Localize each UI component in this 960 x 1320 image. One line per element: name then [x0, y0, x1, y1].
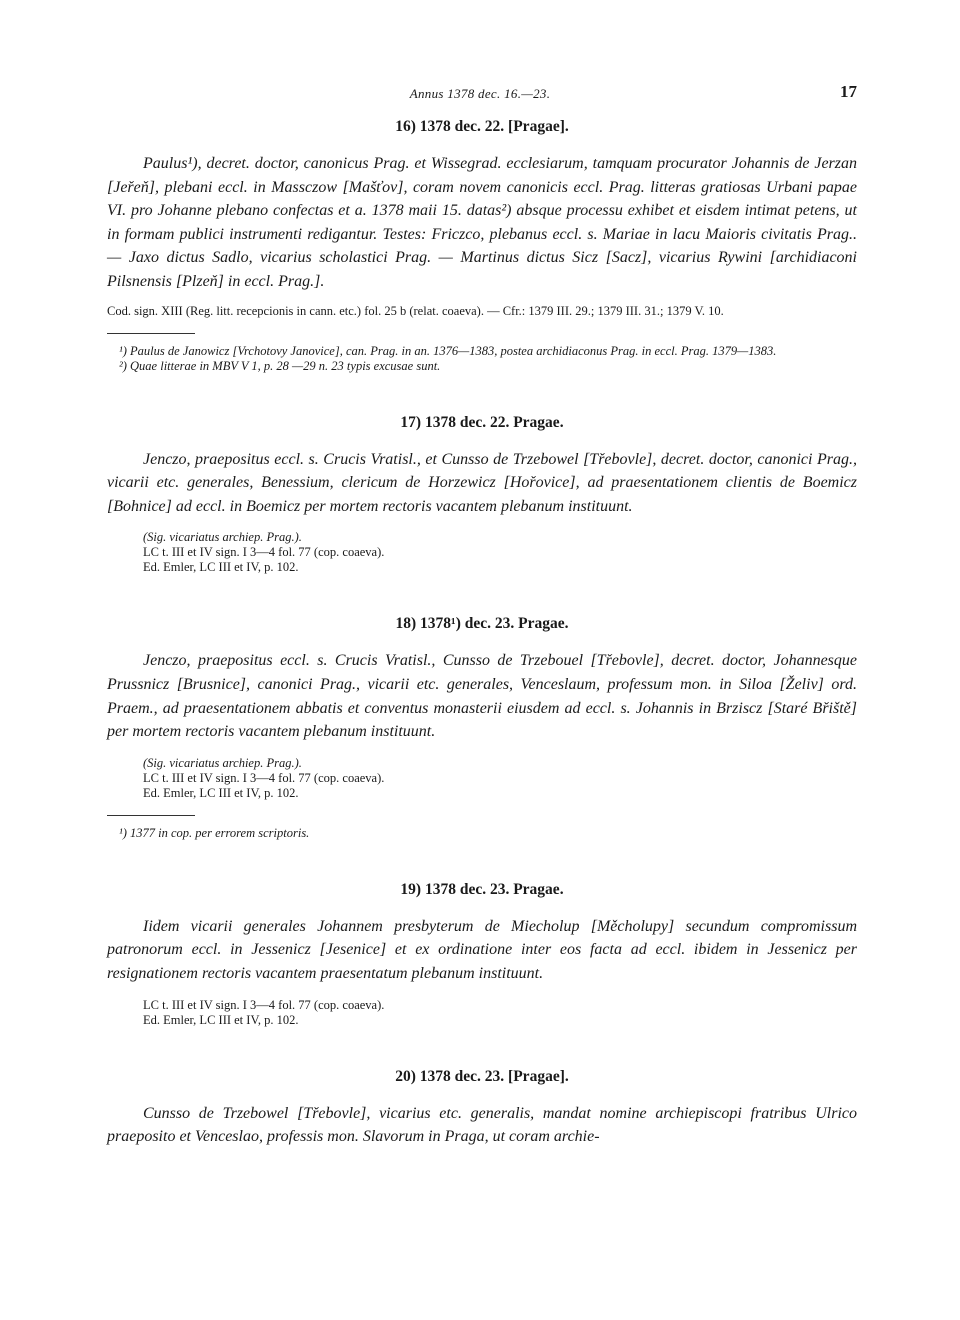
footnote: ²) Quae litterae in MBV V 1, p. 28 —29 n. 23 typis excusae sunt.: [119, 358, 441, 373]
document-16: [107, 116, 857, 374]
document-body: Jenczo, praepositus eccl. s. Crucis Vratisl., et Cunsso de Trzebowel [Třebovle], decret. doctor, canonici Prag., vicarii etc. generales, Benessium, clericum de Horzewicz [Hořovice], ad praesentationem clientis de Boemicz [Bohnice] ad eccl. in Boemicz per mortem rectoris vacantem plebanum instituunt.: [107, 450, 857, 515]
page-content: [107, 116, 857, 1149]
footnotes: [107, 344, 857, 374]
document-body: Cunsso de Trzebowel [Třebovle], vicarius etc. generalis, mandat nomine archiepiscopi fratribus Ulrico praeposito et Venceslao, professis mon. Slavorum in Praga, ut coram archie-: [107, 1104, 857, 1146]
document-body: Iidem vicarii generales Johannem presbyterum de Miecholup [Měcholupy] secundum compromissum patronorum eccl. in Jessenicz [Jesenice] et ex ordinatione inter eos facta ad eccl. ibidem in Jessenicz per resignationem rectoris vacantem praesentatum plebanum instituunt.: [107, 917, 857, 982]
source-notes: [107, 998, 857, 1028]
footnote: ¹) 1377 in cop. per errorem scriptoris.: [119, 825, 310, 840]
source-notes: [107, 304, 857, 319]
document-heading: 17) 1378 dec. 22. Pragae.: [400, 413, 564, 431]
source-line: LC t. III et IV sign. I 3—4 fol. 77 (cop. coaeva).: [143, 997, 385, 1012]
source-line: Cod. sign. XIII (Reg. litt. recepcionis in cann. etc.) fol. 25 b (relat. coaeva). — Cfr.: 1379 III. 29.; 1379 III. 31.; 1379 V. 10.: [107, 303, 724, 318]
document-20: [107, 1066, 857, 1149]
page-header: [0, 82, 960, 104]
footnote: ¹) Paulus de Janowicz [Vrchotovy Janovice], can. Prag. in an. 1376—1383, postea archidiaconus Prag. in eccl. Prag. 1379—1383.: [119, 343, 777, 358]
document-heading: 16) 1378 dec. 22. [Pragae].: [395, 118, 569, 135]
section-gap: [107, 1028, 857, 1066]
footnote-rule: [107, 333, 195, 334]
document-19: [107, 879, 857, 1028]
document-body: Jenczo, praepositus eccl. s. Crucis Vratisl., Cunsso de Trzebouel [Třebovle], decret. doctor, Johannesque Prussnicz [Brusnice], canonici Prag., vicarii etc. generales, Venceslaum, professum mon. in Siloa [Želiv] ord. Praem., ad praesentationem abbatis et conventus monasterii eiusdem ad eccl. s. Johannis in Brziscz [Staré Břiště] per mortem rectoris vacantem plebanum instituunt.: [107, 652, 857, 741]
document-heading: 18) 1378¹) dec. 23. Pragae.: [395, 615, 569, 633]
document-heading: 19) 1378 dec. 23. Pragae.: [400, 880, 564, 898]
source-line: LC t. III et IV sign. I 3—4 fol. 77 (cop. coaeva).: [143, 545, 385, 560]
document-17: [107, 412, 857, 576]
source-line: Ed. Emler, LC III et IV, p. 102.: [143, 560, 299, 575]
source-line: Ed. Emler, LC III et IV, p. 102.: [143, 785, 299, 800]
footnotes: [107, 826, 857, 841]
section-gap: [107, 575, 857, 613]
document-body: Paulus¹), decret. doctor, canonicus Prag. et Wissegrad. ecclesiarum, tamquam procurator Johannis de Jerzan [Jeřeň], plebani eccl. in Massczow [Mašťov], coram novem canonicis eccl. Prag. litteras gratiosas Urbani papae VI. pro Johanne plebano confectas et a. 1378 maii 15. datas²) absque processu exhibet et eisdem intimat petens, ut in formam publici instrumenti redigantur. Testes: Friczco, plebanus eccl. s. Mariae in lacu Maioris civitatis Prag.. — Jaxo dictus Sadlo, vicarius scholastici Prag. — Martinus dictus Sicz [Sacz], vicarius Rywini [archidiaconi Pilsnensis [Plzeň] in eccl. Prag.].: [107, 155, 857, 290]
section-gap: [107, 841, 857, 879]
document-heading: 20) 1378 dec. 23. [Pragae].: [395, 1067, 569, 1085]
document-18: [107, 613, 857, 840]
section-gap: [107, 374, 857, 412]
source-line: (Sig. vicariatus archiep. Prag.).: [143, 530, 302, 545]
source-notes: [107, 530, 857, 575]
source-line: LC t. III et IV sign. I 3—4 fol. 77 (cop. coaeva).: [143, 770, 385, 785]
footnote-rule: [107, 815, 195, 816]
source-line: Ed. Emler, LC III et IV, p. 102.: [143, 1012, 299, 1027]
running-head: Annus 1378 dec. 16.—23.: [409, 86, 551, 101]
page-number: 17: [840, 82, 857, 101]
source-notes: [107, 756, 857, 801]
source-line: (Sig. vicariatus archiep. Prag.).: [143, 755, 302, 770]
